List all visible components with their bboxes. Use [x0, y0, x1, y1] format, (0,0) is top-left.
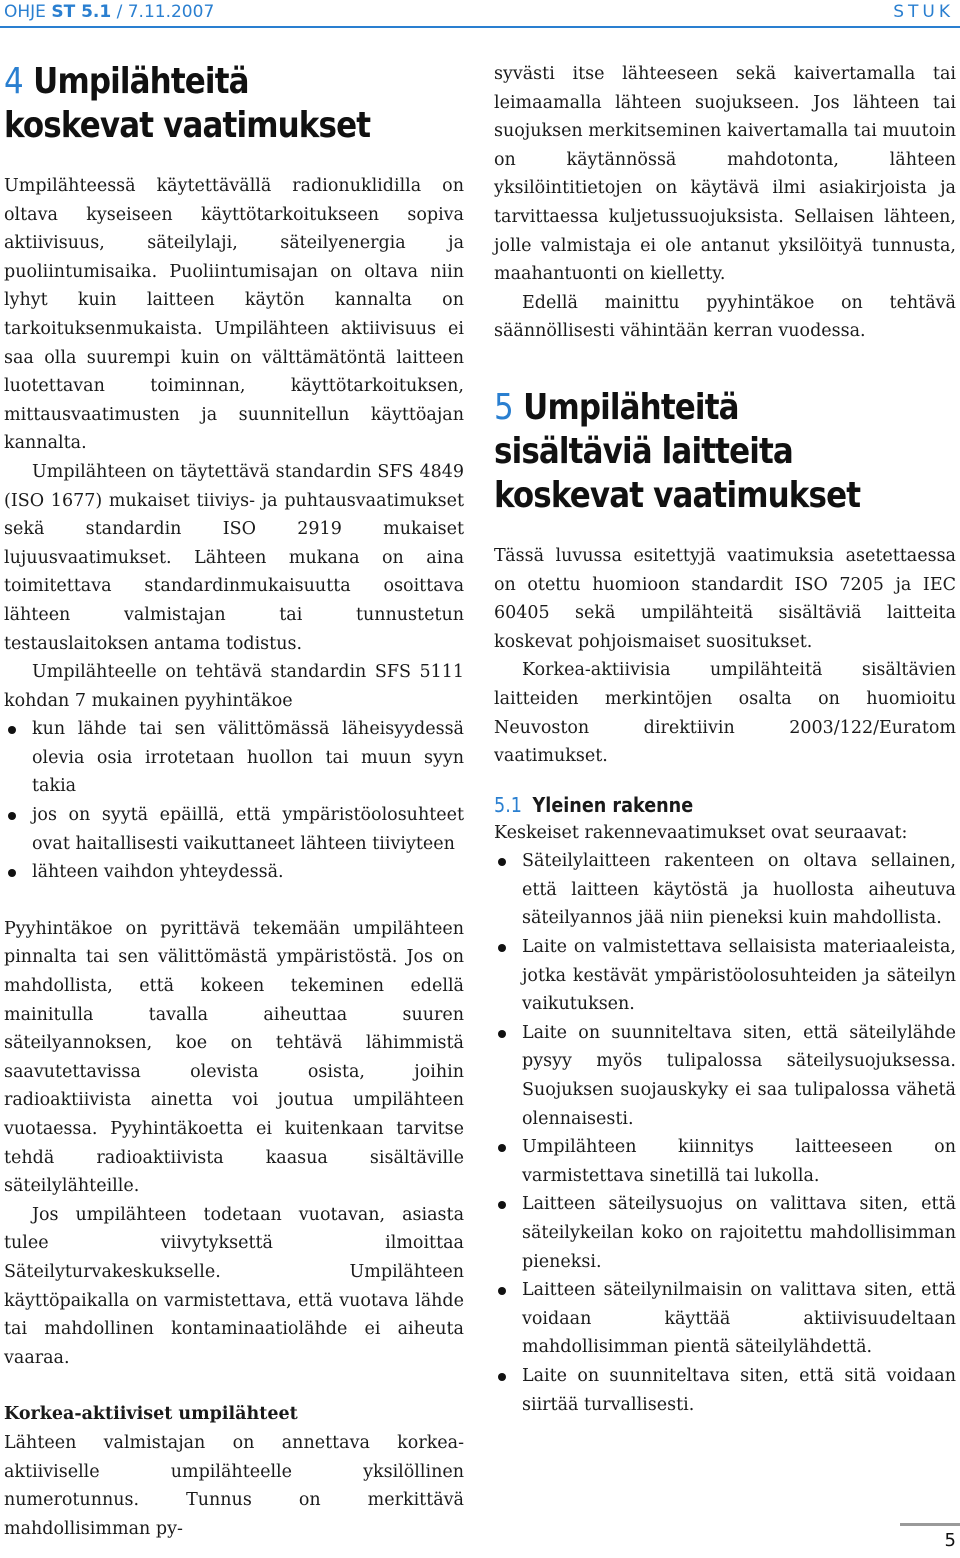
section-4-heading-line2: koskevat vaatimukset — [4, 105, 371, 146]
paragraph: Korkea-aktiivisia umpilähteitä sisältävien laitteiden merkintöjen osalta on huomioitu Neuvoston direktiivin 2003/122/Euratom vaatimukset. — [494, 660, 956, 767]
bullet-icon — [498, 1144, 506, 1152]
section-5-1-heading — [494, 791, 901, 819]
bullet-icon — [498, 1373, 506, 1381]
section-5-number: 5 — [494, 386, 513, 428]
list-item: Laite on valmistettava sellaisista materiaaleista, jotka kestävät ympäristöolosuhteiden ja säteilyn vaikutuksen. — [494, 933, 956, 1019]
list-item: Laite on suunniteltava siten, että sitä voidaan siirtää turvallisesti. — [494, 1362, 956, 1419]
section-5-title-line1: Umpilähteitä — [523, 386, 739, 428]
paragraph: Edellä mainittu pyyhintäkoe on tehtävä säännöllisesti vähintään kerran vuodessa. — [494, 292, 956, 342]
paragraph: Umpilähteessä käytettävällä radionuklidilla on oltava kyseiseen käyttötarkoitukseen sopiva aktiivisuus, säteilylaji, säteilyenergia ja puoliintumisaika. Puoliintumisajan on oltava niin lyhyt kuin laitteen käytön kannalta on tarkoituksenmukaista. Umpilähteen aktiivisuus ei saa olla suurempi kuin on välttämätöntä laitteen luotettavan toiminnan, käyttötarkoituksen, mittausvaatimusten ja suunnitellun käyttöajan kannalta. — [4, 176, 464, 454]
section-5-heading — [494, 386, 891, 430]
doc-prefix: OHJE — [4, 2, 46, 22]
list-item: Umpilähteen kiinnitys laitteeseen on varmistettava sinetillä tai lukolla. — [494, 1133, 956, 1190]
org-name: STUK — [893, 2, 954, 22]
header-divider — [0, 26, 960, 28]
doc-date: / 7.11.2007 — [116, 2, 215, 22]
paragraph: Tässä luvussa esitettyjä vaatimuksia asetettaessa on otettu huomioon standardit ISO 7205 ja IEC 60405 sekä umpilähteitä sisältäviä laitteita koskevat pohjoismaiset suositukset. — [494, 545, 956, 652]
paragraph: Umpilähteen on täytettävä standardin SFS 4849 (ISO 1677) mukaiset tiiviys- ja puhtausvaatimukset sekä standardin ISO 2919 mukaiset lujuusvaatimukset. Lähteen mukana on aina toimitettava standardinmukaisuutta osoittava lähteen valmistajan tai tunnustetun testauslaitoksen antama todistus. — [4, 461, 464, 654]
bullet-icon — [498, 1287, 506, 1295]
wipe-test-list — [4, 715, 464, 887]
section-5-1-number: 5.1 — [494, 792, 522, 817]
list-item: Laitteen säteilysuojus on valittava siten, että säteilykeilan koko on rajoitettu mahdollisimman pieneksi. — [494, 1190, 956, 1276]
list-item: jos on syytä epäillä, että ympäristöolosuhteet ovat haitallisesti vaikuttaneet lähteen tiiviyteen — [4, 801, 464, 858]
bullet-icon — [498, 1201, 506, 1209]
list-item: Säteilylaitteen rakenteen on oltava sellainen, että laitteen käytöstä ja huollosta aiheutuva säteilyannos jää niin pieneksi kuin mahdollista. — [494, 847, 956, 933]
section-4-number: 4 — [4, 61, 23, 102]
bullet-icon — [8, 812, 16, 820]
bullet-icon — [498, 1030, 506, 1038]
list-item: Laitteen säteilynilmaisin on valittava siten, että voidaan käyttää aktiivisuudeltaan mahdollisimman pientä säteilylähdettä. — [494, 1276, 956, 1362]
left-column — [4, 60, 464, 1543]
page-number: 5 — [944, 1530, 956, 1551]
bullet-icon — [8, 726, 16, 734]
paragraph: Pyyhintäkoe on pyrittävä tekemään umpilähteen pinnalta tai sen välittömästä ympäristöstä. Jos on mahdollista, että kokeen tekeminen edellä mainitulla tavalla aiheuttaa suuren säteilyannoksen, koe on tehtävä lähimmistä saavutettavissa olevista osista, joihin radioaktiivista ainetta voi joutua umpilähteen vuotaessa. Pyyhintäkoetta ei kuitenkaan tarvitse tehdä radioaktiivista kaasua sisältäville säteilylähteille. — [4, 918, 464, 1197]
paragraph: Lähteen valmistajan on annettava korkea-aktiiviselle umpilähteelle yksilöllinen numerotunnus. Tunnus on merkittävä mahdollisimman py- — [4, 1432, 464, 1539]
paragraph: Umpilähteelle on tehtävä standardin SFS 5111 kohdan 7 mukainen pyyhintäkoe — [4, 662, 464, 711]
list-item: lähteen vaihdon yhteydessä. — [4, 858, 464, 887]
footer-divider — [900, 1523, 960, 1526]
section-5-heading-line3: koskevat vaatimukset — [494, 474, 861, 516]
doc-code: ST 5.1 — [51, 2, 112, 22]
section-4-heading — [4, 60, 400, 104]
section-5-1-title: Yleinen rakenne — [532, 792, 694, 817]
paragraph: Keskeiset rakennevaatimukset ovat seuraavat: — [494, 822, 908, 843]
document-id — [4, 2, 214, 22]
bullet-icon — [498, 858, 506, 866]
paragraph-continued: syvästi itse lähteeseen sekä kaivertamalla tai leimaamalla lähteen suojukseen. Jos lähteen tai suojuksen merkitseminen kaivertamalla tai muutoin on käytännössä mahdotonta, lähteen yksilöintitietojen on käytävä ilmi asiakirjoista ja tarvittaessa kuljetussuojuksista. Sellaisen lähteen, jolle valmistaja ei ole antanut yksilöityä tunnusta, maahantuonti on kielletty. — [494, 64, 956, 285]
paragraph: Jos umpilähteen todetaan vuotavan, asiasta tulee viivytyksettä ilmoittaa Säteilyturvakeskukselle. Umpilähteen käyttöpaikalla on varmistettava, että vuotava lähde tai mahdollinen kontaminaatiolähde ei aiheuta vaaraa. — [4, 1204, 464, 1368]
subheading-high-activity: Korkea-aktiiviset umpilähteet — [4, 1404, 298, 1425]
bullet-icon — [498, 944, 506, 952]
bullet-icon — [8, 869, 16, 877]
right-column — [494, 60, 956, 1419]
section-5-heading-line2: sisältäviä laitteita — [494, 430, 793, 472]
structure-requirements-list — [494, 847, 956, 1419]
section-4-title-line1: Umpilähteitä — [33, 61, 249, 102]
page-header — [0, 0, 960, 30]
list-item: kun lähde tai sen välittömässä läheisyydessä olevia osia irrotetaan huollon tai muun syyn takia — [4, 715, 464, 801]
list-item: Laite on suunniteltava siten, että säteilylähde pysyy myös tulipalossa säteilysuojuksessa. Suojuksen suojauskyky ei saa tulipalossa vähetä olennaisesti. — [494, 1019, 956, 1133]
